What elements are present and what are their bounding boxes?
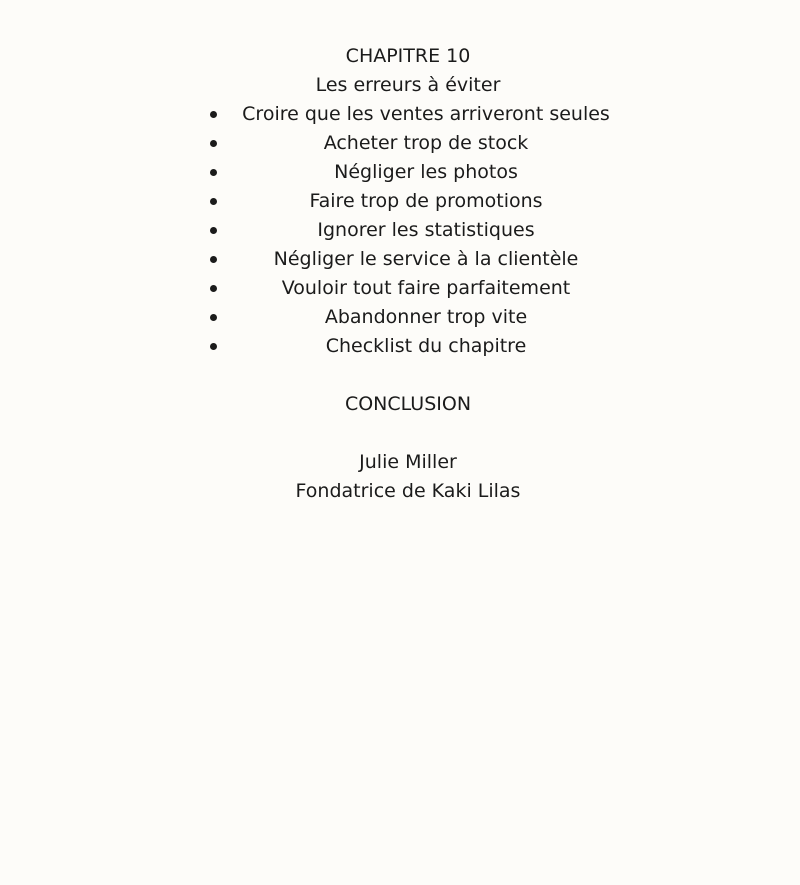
list-item: [0, 245, 800, 274]
list-item: [0, 274, 800, 303]
list-item: [0, 332, 800, 361]
bullet-icon: [210, 314, 217, 321]
bullet-icon: [210, 140, 217, 147]
list-item: [0, 303, 800, 332]
list-item-label: Croire que les ventes arriveront seules: [242, 103, 610, 125]
list-item-label: Ignorer les statistiques: [317, 219, 535, 241]
bullet-icon: [210, 111, 217, 118]
author-name: Julie Miller: [359, 451, 457, 473]
bullet-icon: [210, 169, 217, 176]
chapter-heading: CHAPITRE 10: [345, 45, 471, 67]
bullet-icon: [210, 198, 217, 205]
author-role: Fondatrice de Kaki Lilas: [295, 480, 521, 502]
list-item: [0, 187, 800, 216]
conclusion-heading: CONCLUSION: [344, 393, 472, 415]
list-item-label: Vouloir tout faire parfaitement: [281, 277, 571, 299]
list-item: [0, 158, 800, 187]
list-item: [0, 129, 800, 158]
list-item-label: Négliger le service à la clientèle: [273, 248, 579, 270]
bullet-icon: [210, 285, 217, 292]
list-item-label: Faire trop de promotions: [309, 190, 543, 212]
list-item-label: Acheter trop de stock: [323, 132, 529, 154]
list-item-label: Checklist du chapitre: [325, 335, 527, 357]
list-item-label: Négliger les photos: [334, 161, 518, 183]
chapter-title: Les erreurs à éviter: [315, 74, 501, 96]
bullet-icon: [210, 227, 217, 234]
list-item-label: Abandonner trop vite: [324, 306, 528, 328]
list-item: [0, 100, 800, 129]
bullet-icon: [210, 256, 217, 263]
list-item: [0, 216, 800, 245]
bullet-icon: [210, 343, 217, 350]
